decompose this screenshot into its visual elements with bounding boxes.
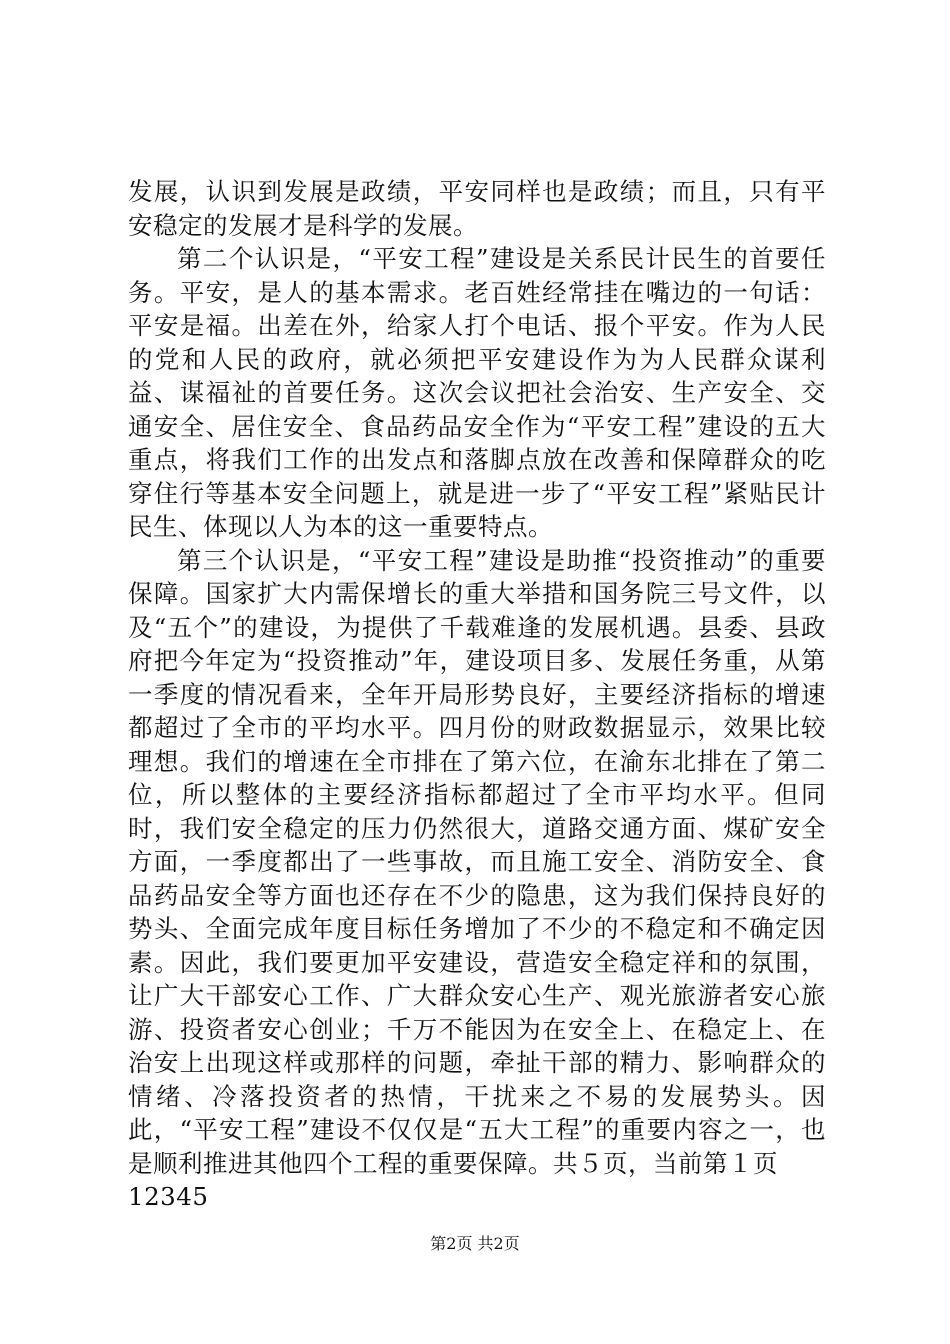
document-body — [128, 175, 826, 1214]
paragraph-third-understanding: 第三个认识是，“平安工程”建设是助推“投资推动”的重要保障。国家扩大内需保增长的重大举措和国务院三号文件，以及“五个”的建设，为提供了千载难逢的发展机遇。县委、县政府把今年定为“投资推动”年，建设项目多、发展任务重，从第一季度的情况看来，全年开局形势良好，主要经济指标的增速都超过了全市的平均水平。四月份的财政数据显示，效果比较理想。我们的增速在全市排在了第六位，在渝东北排在了第二位，所以整体的主要经济指标都超过了全市平均水平。但同时，我们安全稳定的压力仍然很大，道路交通方面、煤矿安全方面，一季度都出了一些事故，而且施工安全、消防安全、食品药品安全等方面也还存在不少的隐患，这为我们保持良好的势头、全面完成年度目标任务增加了不少的不稳定和不确定因素。因此，我们要更加平安建设，营造安全稳定祥和的氛围，让广大干部安心工作、广大群众安心生产、观光旅游者安心旅游、投资者安心创业；千万不能因为在安全上、在稳定上、在治安上出现这样或那样的问题，牵扯干部的精力、影响群众的情绪、冷落投资者的热情，干扰来之不易的发展势头。因此，“平安工程”建设不仅仅是“五大工程”的重要内容之一，也是顺利推进其他四个工程的重要保障。共５页，当前第１页 — [128, 545, 826, 1178]
paragraph-page-numbers: 12345 — [128, 1182, 209, 1211]
paragraph-continuation: 发展，认识到发展是政绩，平安同样也是政绩；而且，只有平安稳定的发展才是科学的发展。 — [128, 177, 826, 240]
paragraph-second-understanding: 第二个认识是，“平安工程”建设是关系民计民生的首要任务。平安，是人的基本需求。老百姓经常挂在嘴边的一句话：平安是福。出差在外，给家人打个电话、报个平安。作为人民的党和人民的政府，就必须把平安建设作为为人民群众谋利益、谋福祉的首要任务。这次会议把社会治安、生产安全、交通安全、居住安全、食品药品安全作为“平安工程”建设的五大重点，将我们工作的出发点和落脚点放在改善和保障群众的吃穿住行等基本安全问题上，就是进一步了“平安工程”紧贴民计民生、体现以人为本的这一重要特点。 — [128, 244, 826, 541]
page-footer: 第2页 共2页 — [430, 1234, 520, 1253]
